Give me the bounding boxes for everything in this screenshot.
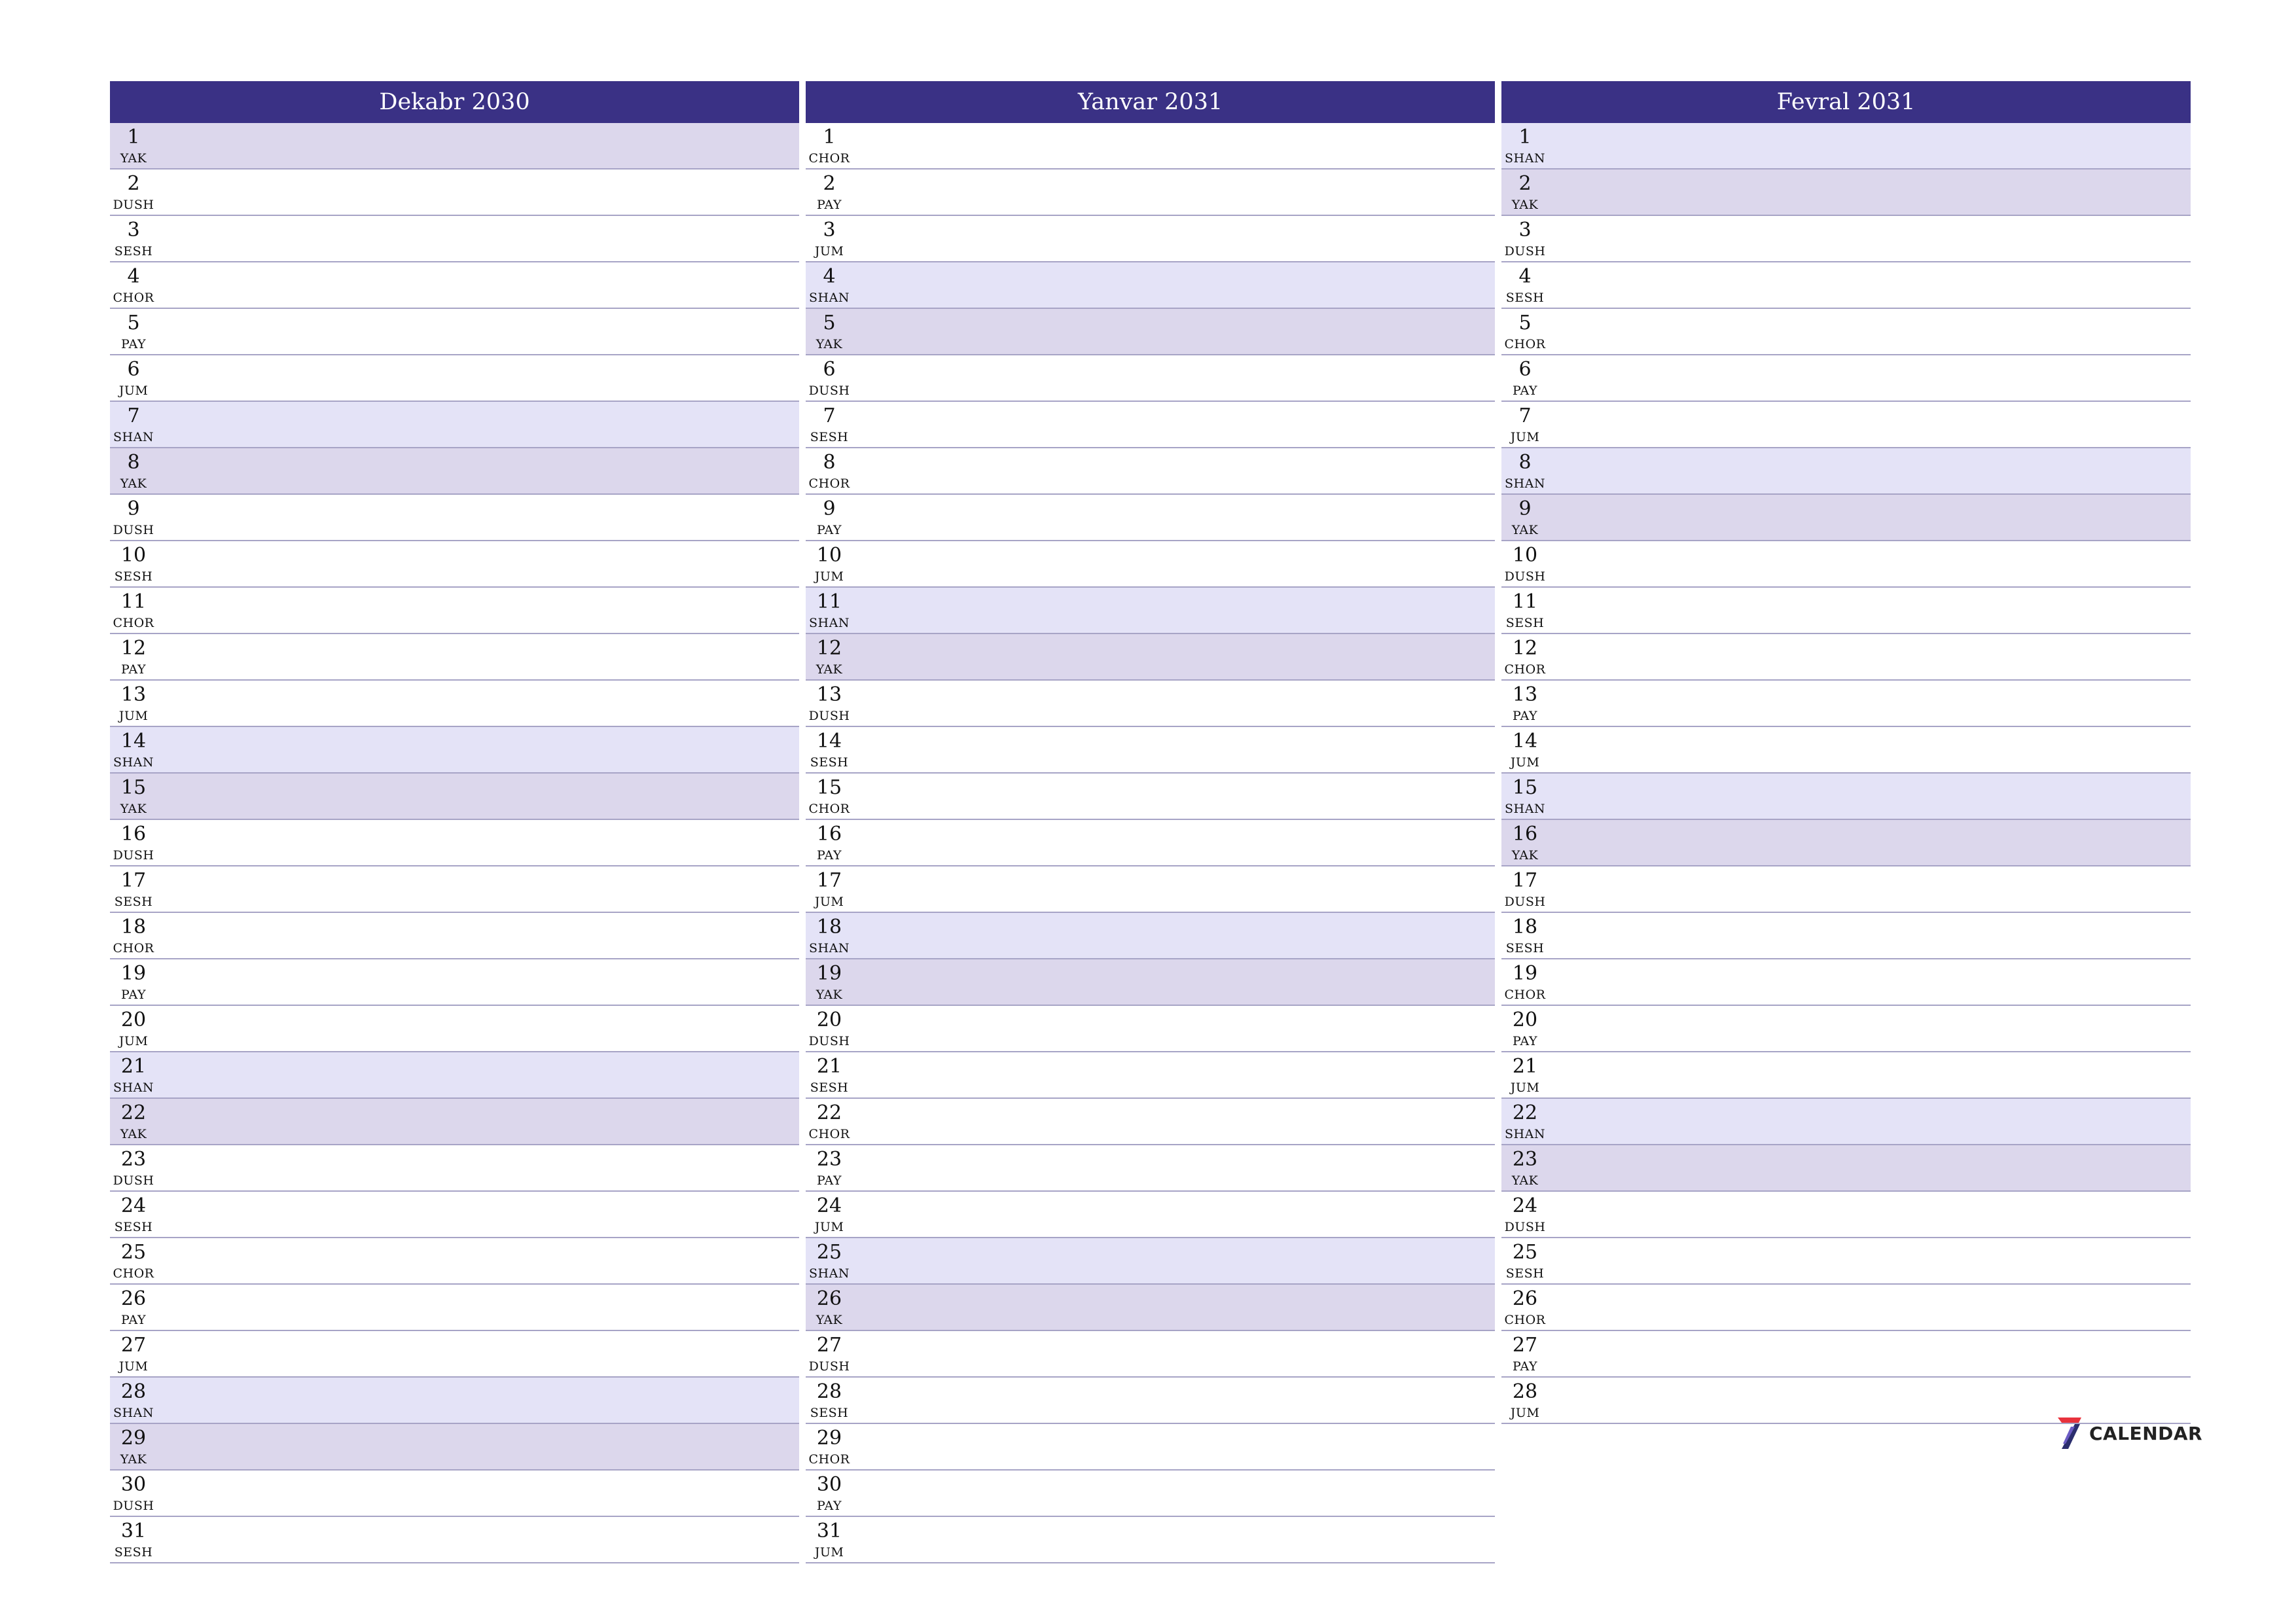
day-number: 28 (1512, 1380, 1538, 1403)
weekday-label: YAK (1511, 523, 1539, 537)
weekday-label: PAY (816, 198, 842, 212)
day-number: 5 (823, 312, 836, 334)
day-row (806, 1424, 1495, 1471)
day-number: 18 (120, 916, 147, 938)
day-number: 13 (1512, 683, 1538, 706)
day-number: 23 (816, 1148, 842, 1171)
day-number: 18 (1512, 916, 1538, 938)
seven-logo-icon (2055, 1415, 2084, 1452)
month-title: Dekabr 2030 (110, 81, 799, 123)
weekday-label: YAK (1511, 1173, 1539, 1188)
day-number: 24 (120, 1194, 147, 1217)
day-number: 9 (1518, 497, 1532, 520)
weekday-label: CHOR (1504, 337, 1546, 351)
day-row (806, 169, 1495, 216)
day-row (806, 866, 1495, 913)
day-number: 23 (1512, 1148, 1538, 1171)
day-row (1501, 1238, 2191, 1285)
day-row (1501, 355, 2191, 402)
day-number: 22 (1512, 1101, 1538, 1124)
day-row (806, 123, 1495, 169)
day-number: 21 (816, 1055, 842, 1078)
day-number: 24 (1512, 1194, 1538, 1217)
day-row (806, 588, 1495, 634)
day-row (110, 1006, 799, 1052)
day-number: 20 (816, 1008, 842, 1031)
day-row (110, 448, 799, 495)
day-row (1501, 634, 2191, 681)
weekday-label: DUSH (808, 1034, 850, 1048)
day-number: 19 (816, 962, 842, 985)
day-number: 30 (120, 1473, 147, 1496)
day-number: 19 (120, 962, 147, 985)
weekday-label: PAY (1512, 1034, 1538, 1048)
weekday-label: CHOR (113, 1266, 154, 1281)
weekday-label: PAY (120, 1313, 147, 1327)
day-number: 5 (127, 312, 140, 334)
day-number: 12 (120, 637, 147, 660)
weekday-label: PAY (120, 337, 147, 351)
day-row (806, 913, 1495, 959)
day-number: 16 (1512, 823, 1538, 846)
day-row (110, 681, 799, 727)
day-number: 26 (816, 1287, 842, 1310)
weekday-label: SESH (1505, 291, 1545, 305)
weekday-label: YAK (120, 476, 147, 491)
day-number: 12 (816, 637, 842, 660)
weekday-label: DUSH (1504, 895, 1546, 909)
day-row (806, 541, 1495, 588)
weekday-label: SESH (114, 1545, 153, 1560)
weekday-label: SESH (810, 430, 849, 444)
day-row (806, 820, 1495, 866)
day-row (806, 1238, 1495, 1285)
day-number: 4 (127, 265, 140, 288)
weekday-label: YAK (816, 662, 843, 677)
weekday-label: DUSH (808, 383, 850, 398)
day-number: 4 (823, 265, 836, 288)
day-row (1501, 1285, 2191, 1331)
day-number: 28 (816, 1380, 842, 1403)
day-row (1501, 913, 2191, 959)
weekday-label: SHAN (113, 430, 154, 444)
month-column (110, 81, 799, 1563)
day-number: 17 (120, 869, 147, 892)
day-number: 29 (816, 1427, 842, 1450)
weekday-label: SESH (114, 244, 153, 259)
weekday-label: JUM (118, 1359, 149, 1374)
day-row (1501, 123, 2191, 169)
day-number: 2 (1518, 172, 1532, 195)
day-row (1501, 866, 2191, 913)
brand-logo (2055, 1414, 2202, 1453)
day-number: 14 (120, 730, 147, 753)
day-number: 24 (816, 1194, 842, 1217)
day-row (110, 727, 799, 774)
day-number: 20 (120, 1008, 147, 1031)
weekday-label: PAY (1512, 383, 1538, 398)
day-row (806, 495, 1495, 541)
weekday-label: JUM (118, 1034, 149, 1048)
day-number: 9 (127, 497, 140, 520)
day-row (110, 1331, 799, 1378)
day-number: 19 (1512, 962, 1538, 985)
weekday-label: DUSH (1504, 1220, 1546, 1234)
weekday-label: CHOR (113, 941, 154, 955)
day-row (806, 216, 1495, 262)
day-row (110, 820, 799, 866)
day-number: 8 (127, 451, 140, 474)
weekday-label: SESH (114, 1220, 153, 1234)
day-row (806, 1331, 1495, 1378)
day-number: 16 (120, 823, 147, 846)
weekday-label: DUSH (1504, 244, 1546, 259)
weekday-label: CHOR (808, 476, 850, 491)
day-row (110, 1238, 799, 1285)
weekday-label: DUSH (113, 198, 154, 212)
day-row (1501, 541, 2191, 588)
day-number: 2 (127, 172, 140, 195)
day-row (110, 1424, 799, 1471)
weekday-label: CHOR (808, 1452, 850, 1467)
weekday-label: YAK (120, 1452, 147, 1467)
day-number: 17 (1512, 869, 1538, 892)
day-row (110, 1471, 799, 1517)
day-number: 10 (1512, 544, 1538, 567)
day-number: 15 (816, 776, 842, 799)
day-row (806, 1099, 1495, 1145)
day-number: 3 (823, 219, 836, 241)
day-row (806, 774, 1495, 820)
day-row (1501, 1145, 2191, 1192)
day-row (806, 402, 1495, 448)
day-row (1501, 774, 2191, 820)
day-row (806, 262, 1495, 309)
day-row (806, 1145, 1495, 1192)
weekday-label: SESH (1505, 1266, 1545, 1281)
weekday-label: YAK (120, 802, 147, 816)
day-number: 13 (120, 683, 147, 706)
day-row (1501, 169, 2191, 216)
day-number: 1 (823, 126, 836, 149)
day-number: 2 (823, 172, 836, 195)
weekday-label: CHOR (808, 1127, 850, 1141)
day-number: 27 (120, 1334, 147, 1357)
day-row (806, 959, 1495, 1006)
weekday-label: JUM (814, 1545, 844, 1560)
day-row (110, 1099, 799, 1145)
day-row (110, 1285, 799, 1331)
day-number: 29 (120, 1427, 147, 1450)
day-row (110, 1145, 799, 1192)
day-number: 5 (1518, 312, 1532, 334)
day-number: 11 (120, 590, 147, 613)
weekday-label: JUM (118, 709, 149, 723)
weekday-label: PAY (816, 523, 842, 537)
day-number: 30 (816, 1473, 842, 1496)
day-number: 7 (1518, 404, 1532, 427)
day-row (110, 959, 799, 1006)
weekday-label: PAY (1512, 1359, 1538, 1374)
day-number: 23 (120, 1148, 147, 1171)
day-row (806, 1006, 1495, 1052)
weekday-label: SESH (810, 1080, 849, 1095)
day-row (110, 541, 799, 588)
weekday-label: SESH (810, 1406, 849, 1420)
weekday-label: SESH (114, 569, 153, 584)
weekday-label: JUM (814, 1220, 844, 1234)
day-number: 13 (816, 683, 842, 706)
day-number: 9 (823, 497, 836, 520)
day-row (1501, 309, 2191, 355)
weekday-label: SHAN (809, 941, 850, 955)
day-row (1501, 495, 2191, 541)
day-row (1501, 820, 2191, 866)
day-row (110, 309, 799, 355)
logo-text: CALENDAR (2089, 1422, 2203, 1444)
day-row (806, 1285, 1495, 1331)
day-row (806, 727, 1495, 774)
weekday-label: DUSH (1504, 569, 1546, 584)
day-row (1501, 448, 2191, 495)
day-row (806, 448, 1495, 495)
day-row (110, 1378, 799, 1424)
day-row (1501, 262, 2191, 309)
weekday-label: CHOR (1504, 1313, 1546, 1327)
day-number: 14 (1512, 730, 1538, 753)
day-row (806, 634, 1495, 681)
weekday-label: PAY (816, 1173, 842, 1188)
day-row (110, 402, 799, 448)
weekday-label: SESH (114, 895, 153, 909)
day-number: 22 (816, 1101, 842, 1124)
weekday-label: CHOR (1504, 988, 1546, 1002)
day-row (1501, 727, 2191, 774)
weekday-label: YAK (816, 988, 843, 1002)
weekday-label: DUSH (808, 1359, 850, 1374)
day-row (1501, 959, 2191, 1006)
day-row (110, 169, 799, 216)
day-number: 27 (816, 1334, 842, 1357)
day-row (1501, 216, 2191, 262)
weekday-label: SESH (1505, 941, 1545, 955)
weekday-label: YAK (816, 337, 843, 351)
day-row (1501, 681, 2191, 727)
day-number: 16 (816, 823, 842, 846)
day-number: 4 (1518, 265, 1532, 288)
day-row (806, 309, 1495, 355)
day-number: 11 (1512, 590, 1538, 613)
weekday-label: SHAN (113, 1080, 154, 1095)
day-row (1501, 1331, 2191, 1378)
day-number: 17 (816, 869, 842, 892)
day-number: 25 (120, 1241, 147, 1264)
weekday-label: PAY (816, 848, 842, 863)
day-number: 21 (120, 1055, 147, 1078)
day-number: 1 (1518, 126, 1532, 149)
day-number: 15 (120, 776, 147, 799)
weekday-label: SHAN (1505, 1127, 1545, 1141)
day-row (110, 1192, 799, 1238)
weekday-label: CHOR (808, 802, 850, 816)
day-number: 11 (816, 590, 842, 613)
day-number: 7 (127, 404, 140, 427)
day-number: 31 (120, 1520, 147, 1543)
day-number: 14 (816, 730, 842, 753)
weekday-label: DUSH (113, 1173, 154, 1188)
day-row (110, 355, 799, 402)
weekday-label: YAK (1511, 848, 1539, 863)
weekday-label: YAK (816, 1313, 843, 1327)
day-number: 25 (816, 1241, 842, 1264)
day-row (806, 355, 1495, 402)
weekday-label: PAY (120, 662, 147, 677)
day-row (806, 1378, 1495, 1424)
weekday-label: JUM (1510, 1406, 1540, 1420)
weekday-label: JUM (1510, 1080, 1540, 1095)
day-number: 21 (1512, 1055, 1538, 1078)
day-row (1501, 402, 2191, 448)
day-number: 1 (127, 126, 140, 149)
day-row (1501, 1192, 2191, 1238)
weekday-label: CHOR (113, 291, 154, 305)
day-number: 31 (816, 1520, 842, 1543)
weekday-label: DUSH (113, 523, 154, 537)
day-number: 3 (1518, 219, 1532, 241)
weekday-label: SHAN (809, 616, 850, 630)
weekday-label: JUM (118, 383, 149, 398)
day-number: 15 (1512, 776, 1538, 799)
day-row (110, 913, 799, 959)
day-number: 10 (120, 544, 147, 567)
day-row (806, 1517, 1495, 1563)
day-row (110, 1517, 799, 1563)
weekday-label: JUM (814, 569, 844, 584)
day-row (110, 774, 799, 820)
day-number: 12 (1512, 637, 1538, 660)
day-number: 10 (816, 544, 842, 567)
weekday-label: YAK (1511, 198, 1539, 212)
day-row (110, 1052, 799, 1099)
day-number: 7 (823, 404, 836, 427)
weekday-label: CHOR (1504, 662, 1546, 677)
day-row (1501, 1006, 2191, 1052)
day-row (110, 866, 799, 913)
weekday-label: JUM (814, 895, 844, 909)
weekday-label: DUSH (808, 709, 850, 723)
day-number: 22 (120, 1101, 147, 1124)
month-column (1501, 81, 2191, 1424)
day-number: 6 (127, 358, 140, 381)
day-row (110, 216, 799, 262)
weekday-label: CHOR (113, 616, 154, 630)
day-row (806, 1471, 1495, 1517)
day-row (1501, 1099, 2191, 1145)
weekday-label: JUM (814, 244, 844, 259)
weekday-label: DUSH (113, 1499, 154, 1513)
day-number: 26 (120, 1287, 147, 1310)
day-number: 25 (1512, 1241, 1538, 1264)
weekday-label: YAK (120, 151, 147, 166)
weekday-label: PAY (120, 988, 147, 1002)
weekday-label: SESH (810, 755, 849, 770)
day-row (110, 495, 799, 541)
weekday-label: SHAN (113, 1406, 154, 1420)
day-number: 8 (1518, 451, 1532, 474)
weekday-label: CHOR (808, 151, 850, 166)
weekday-label: PAY (816, 1499, 842, 1513)
day-row (806, 681, 1495, 727)
weekday-label: JUM (1510, 755, 1540, 770)
day-number: 26 (1512, 1287, 1538, 1310)
weekday-label: SHAN (113, 755, 154, 770)
day-number: 27 (1512, 1334, 1538, 1357)
weekday-label: SHAN (809, 291, 850, 305)
day-row (110, 634, 799, 681)
day-row (1501, 588, 2191, 634)
month-title: Yanvar 2031 (806, 81, 1495, 123)
weekday-label: PAY (1512, 709, 1538, 723)
day-number: 8 (823, 451, 836, 474)
weekday-label: DUSH (113, 848, 154, 863)
weekday-label: SESH (1505, 616, 1545, 630)
weekday-label: SHAN (1505, 151, 1545, 166)
day-row (806, 1052, 1495, 1099)
day-number: 6 (1518, 358, 1532, 381)
weekday-label: SHAN (809, 1266, 850, 1281)
weekday-label: YAK (120, 1127, 147, 1141)
day-number: 6 (823, 358, 836, 381)
day-number: 28 (120, 1380, 147, 1403)
weekday-label: JUM (1510, 430, 1540, 444)
day-number: 18 (816, 916, 842, 938)
day-row (110, 123, 799, 169)
day-row (110, 262, 799, 309)
weekday-label: SHAN (1505, 476, 1545, 491)
month-column (806, 81, 1495, 1563)
day-number: 3 (127, 219, 140, 241)
day-row (110, 588, 799, 634)
day-row (1501, 1052, 2191, 1099)
month-title: Fevral 2031 (1501, 81, 2191, 123)
day-row (806, 1192, 1495, 1238)
weekday-label: SHAN (1505, 802, 1545, 816)
day-number: 20 (1512, 1008, 1538, 1031)
